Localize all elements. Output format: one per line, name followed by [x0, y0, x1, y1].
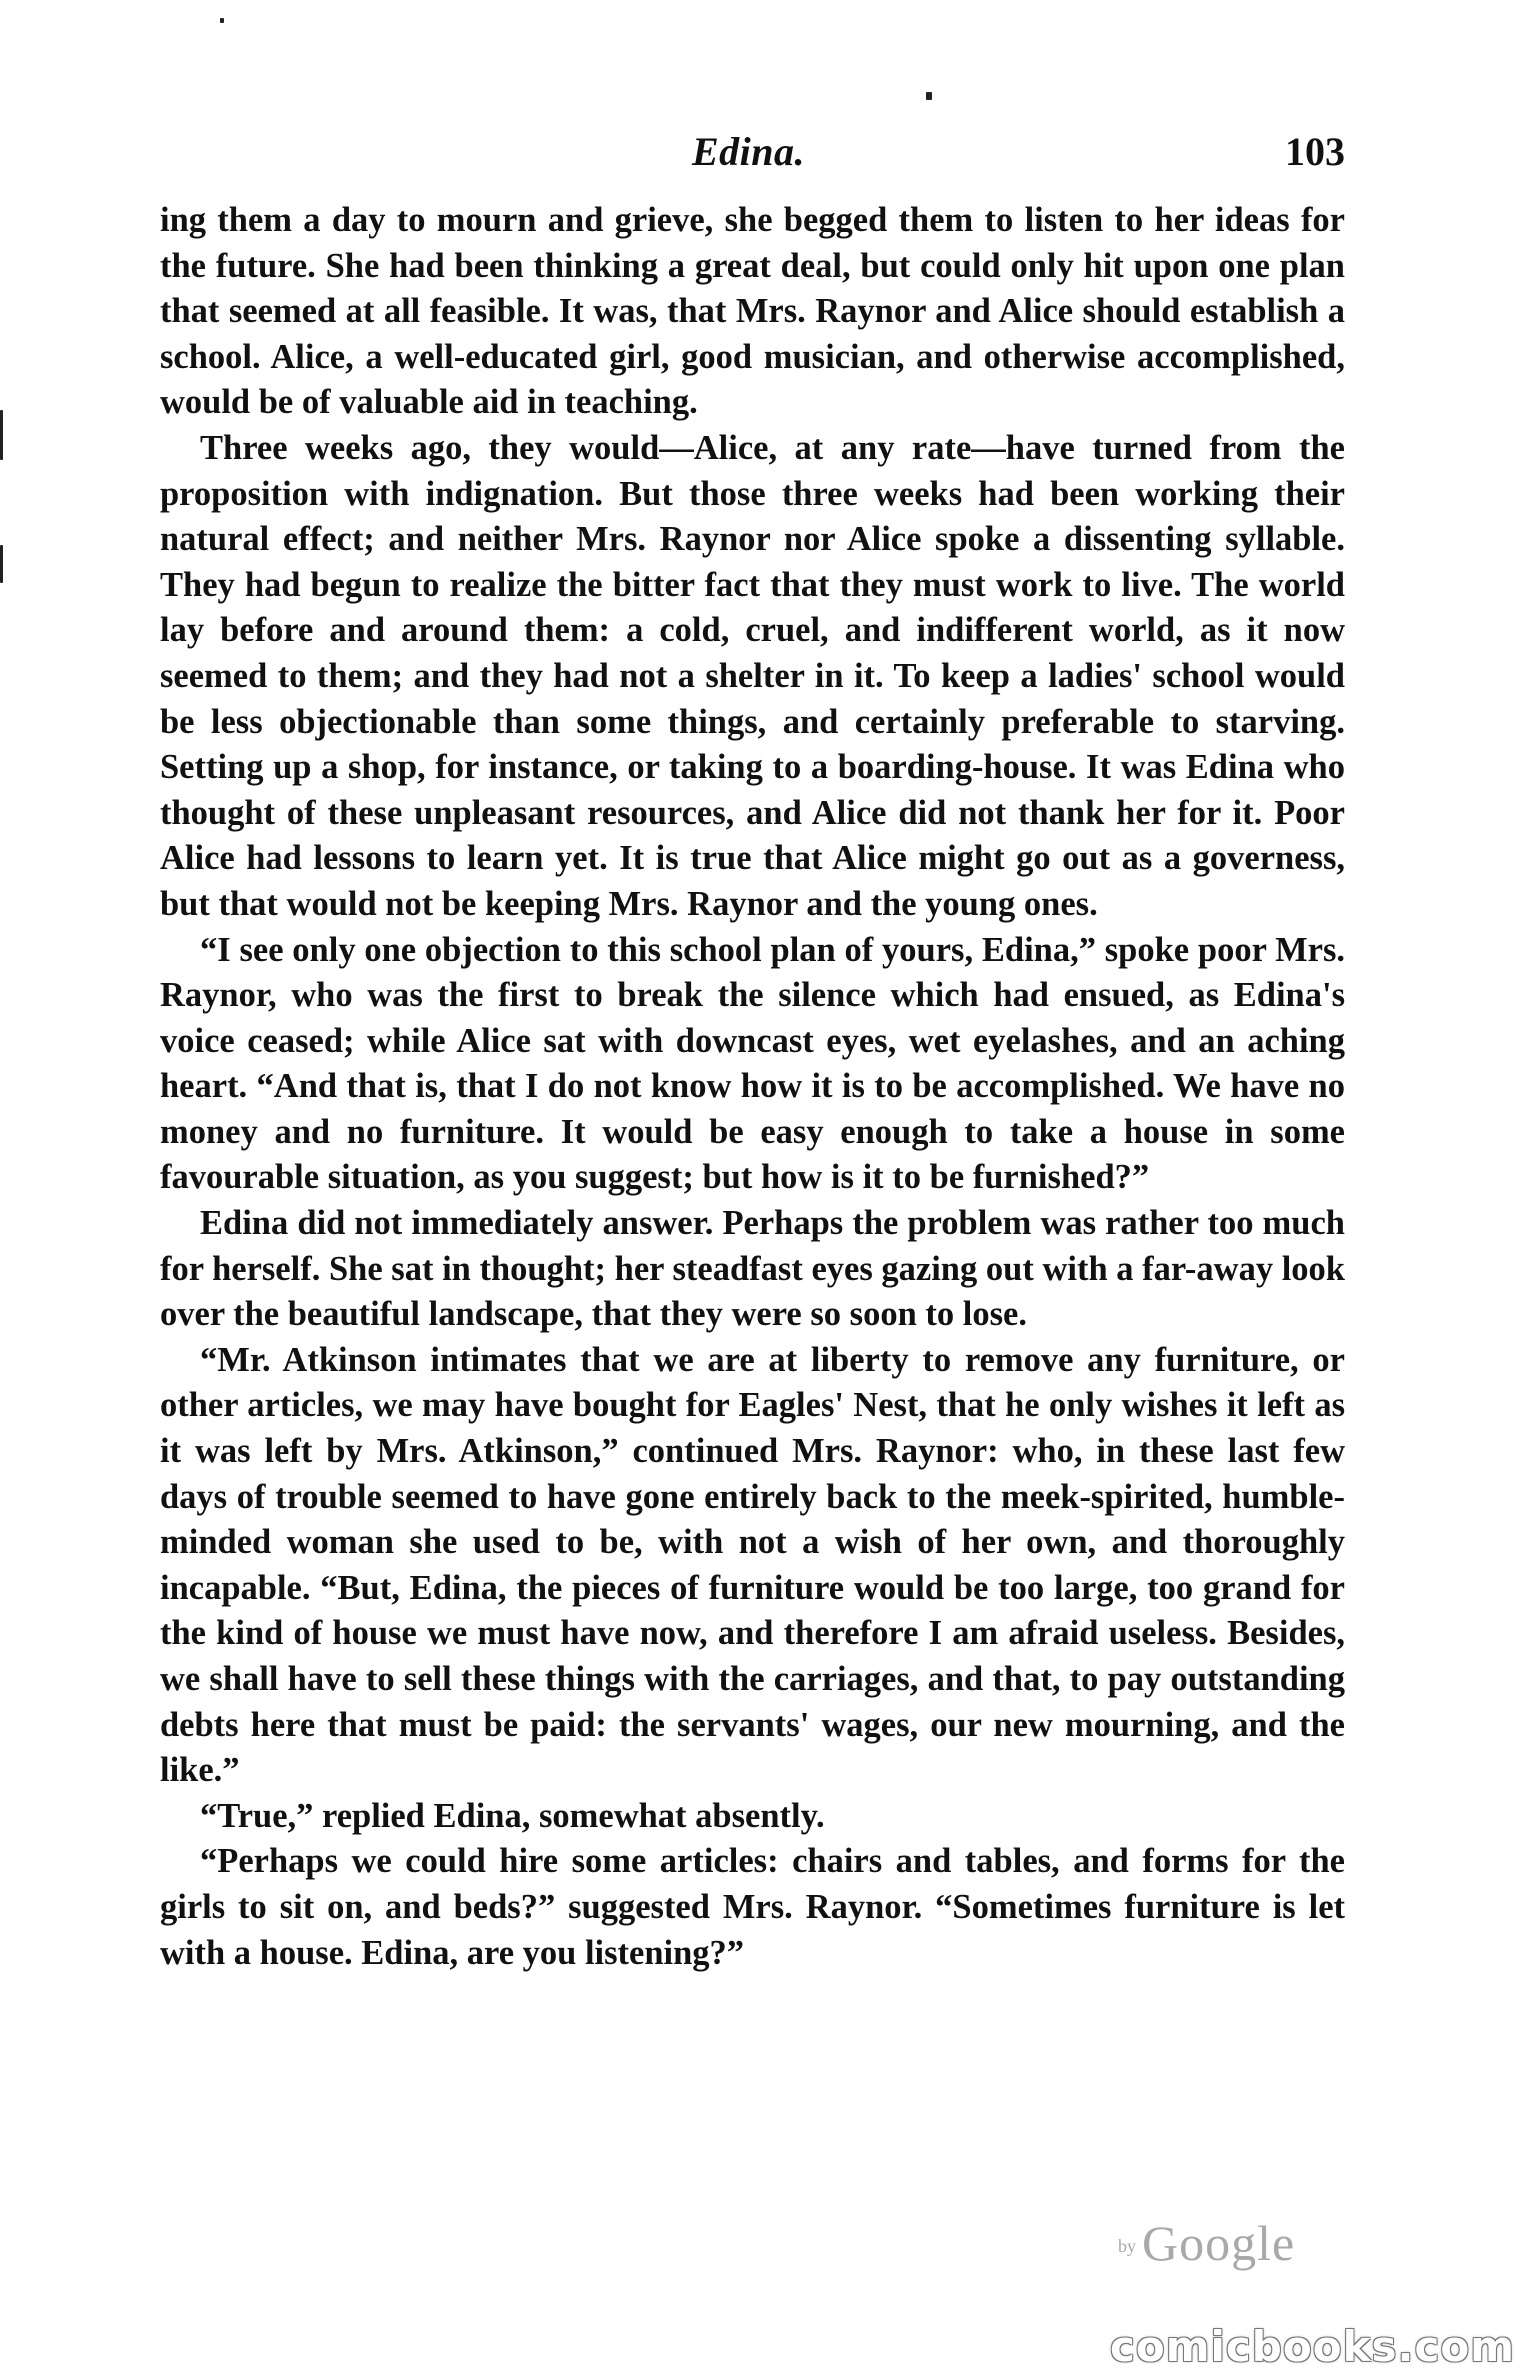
running-title: Edina. [692, 129, 806, 174]
page-speck [0, 545, 3, 583]
paragraph: ing them a day to mourn and grieve, she begged them to listen to her ideas for the future. She had been thinking a great deal, but could only hit upon one plan that seemed at all feasible. It was, that Mrs. Raynor and Alice should establish a school. Alice, a well-educated girl, good musician, and otherwise accomplished, would be of valuable aid in teaching. [160, 201, 1345, 422]
paragraph: Edina did not immediately answer. Perhaps the problem was rather too much for herself. She sat in thought; her steadfast eyes gazing out with a far-away look over the beautiful landscape, that they were so soon to lose. [160, 1204, 1345, 1334]
paragraph: “True,” replied Edina, somewhat absently. [200, 1796, 825, 1835]
page-header [160, 128, 1345, 188]
paragraph: “Mr. Atkinson intimates that we are at liberty to remove any furniture, or other articles, we may have bought for Eagles' Nest, that he only wishes it left as it was left by Mrs. Atkinson,” continued Mrs. Raynor: who, in these last few days of trouble seemed to have gone entirely back to the meek-spirited, humble-minded woman she used to be, with not a wish of her own, and thoroughly incapable. “But, Edina, the pieces of furniture would be too large, too grand for the kind of house we must have now, and therefore I am afraid useless. Besides, we shall have to sell these things with the carriages, and that, to pay outstanding debts here that must be paid: the servants' wages, our new mourning, and the like.” [160, 1340, 1345, 1790]
paragraph: Three weeks ago, they would—Alice, at any rate—have turned from the proposition with indignation. But those three weeks had been working their natural effect; and neither Mrs. Raynor nor Alice spoke a dissenting syllable. They had begun to realize the bitter fact that they must work to live. The world lay before and around them: a cold, cruel, and indifferent world, as it now seemed to them; and they had not a shelter in it. To keep a ladies' school would be less objectionable than some things, and certainly preferable to starving. Setting up a shop, for instance, or taking to a boarding-house. It was Edina who thought of these unpleasant resources, and Alice did not thank her for it. Poor Alice had lessons to learn yet. It is true that Alice might go out as a governess, but that would not be keeping Mrs. Raynor and the young ones. [160, 428, 1345, 923]
google-by-label: by [1118, 2236, 1136, 2256]
body-text [160, 198, 1345, 1976]
site-watermark: comicbooks.com [1110, 2322, 1515, 2371]
page-speck [220, 18, 224, 23]
page-speck [926, 92, 932, 100]
google-digitization-mark [1118, 2215, 1318, 2271]
page-number: 103 [1285, 129, 1345, 174]
paragraph: “Perhaps we could hire some articles: chairs and tables, and forms for the girls to sit on, and beds?” suggested Mrs. Raynor. “Sometimes furniture is let with a house. Edina, are you listening?” [160, 1842, 1345, 1972]
google-logo-text: Google [1142, 2215, 1296, 2271]
paragraph: “I see only one objection to this school plan of yours, Edina,” spoke poor Mrs. Raynor, who was the first to break the silence which had ensued, as Edina's voice ceased; while Alice sat with downcast eyes, wet eyelashes, and an aching heart. “And that is, that I do not know how it is to be accomplished. We have no money and no furniture. It would be easy enough to take a house in some favourable situation, as you suggest; but how is it to be furnished?” [160, 930, 1345, 1197]
page-speck [0, 410, 3, 460]
